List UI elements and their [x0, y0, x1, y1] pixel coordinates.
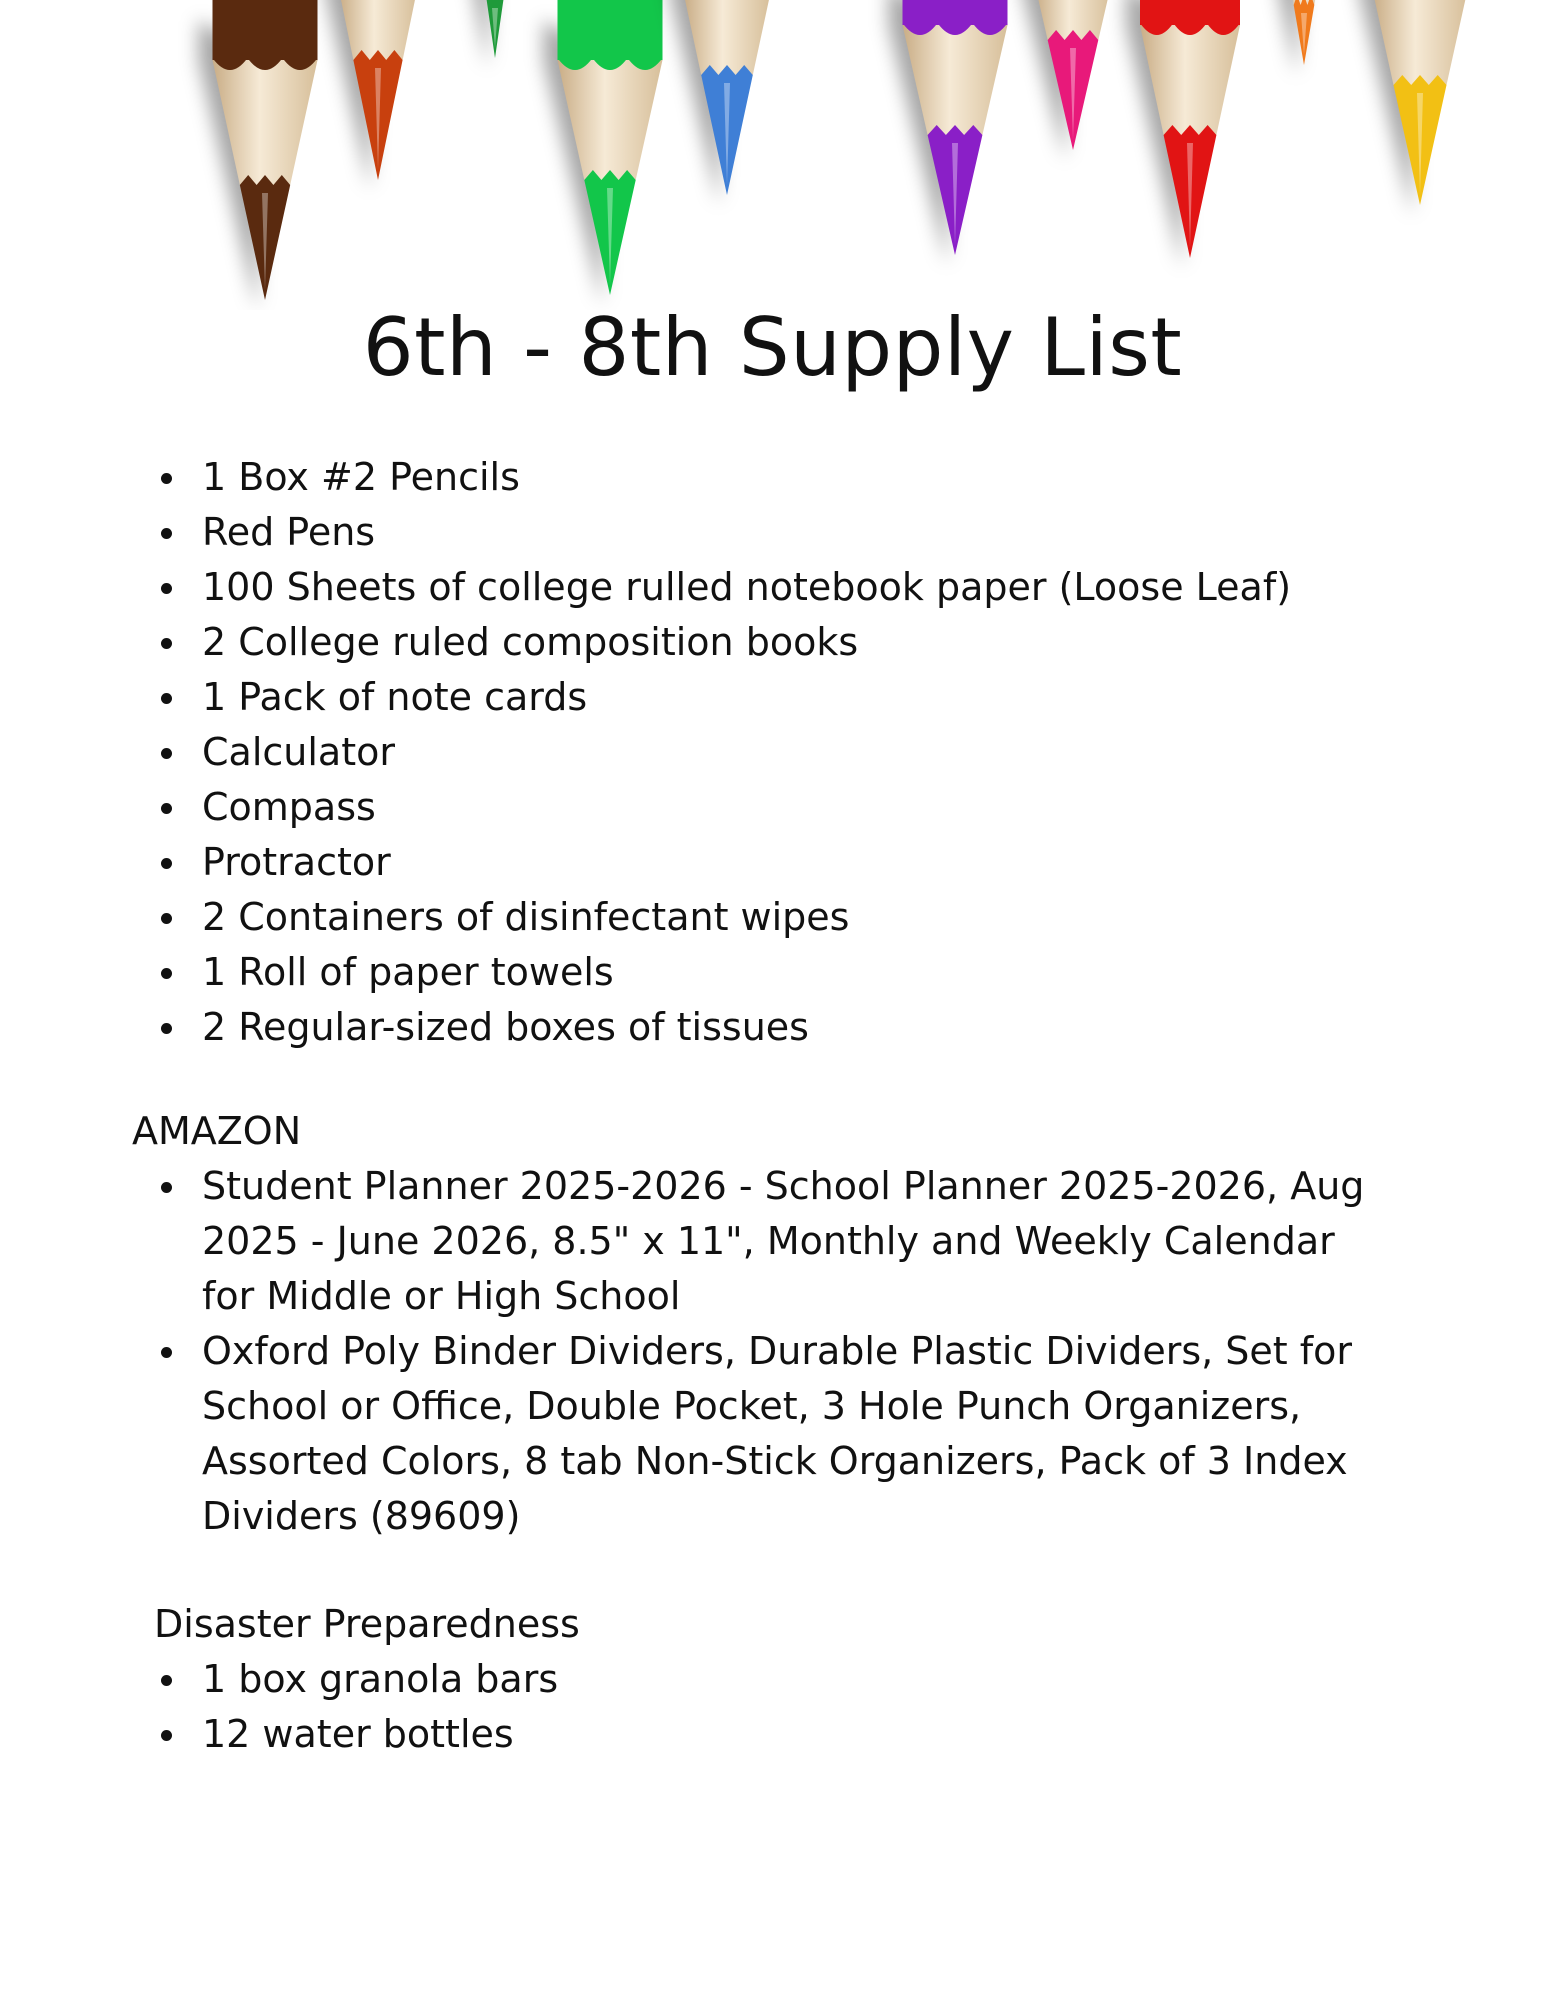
- main-supply-list: [132, 450, 1432, 1055]
- list-item: Protractor: [202, 835, 1432, 890]
- pencil-collar: [558, 48, 663, 70]
- list-item: Compass: [202, 780, 1432, 835]
- list-item: Student Planner 2025-2026 - School Planner 2025-2026, Aug 2025 - June 2026, 8.5" x 11", Monthly and Weekly Calendar for Middle or High School: [202, 1159, 1382, 1324]
- list-item: 2 Regular-sized boxes of tissues: [202, 1000, 1432, 1055]
- amazon-section: [132, 1104, 1432, 1544]
- list-item: Red Pens: [202, 505, 1432, 560]
- disaster-section: [132, 1597, 1432, 1762]
- page-title: 6th - 8th Supply List: [362, 301, 1183, 394]
- amazon-heading: AMAZON: [132, 1109, 302, 1153]
- pencil-collar: [213, 48, 318, 70]
- list-item: 100 Sheets of college rulled notebook paper (Loose Leaf): [202, 560, 1432, 615]
- pencil-collar: [903, 13, 1008, 35]
- colored-pencils-icon: [0, 0, 1545, 310]
- list-item: 1 Roll of paper towels: [202, 945, 1432, 1000]
- main-supply-section: [132, 450, 1432, 1055]
- list-item: Oxford Poly Binder Dividers, Durable Plastic Dividers, Set for School or Office, Double Pocket, 3 Hole Punch Organizers, Assorted Colors, 8 tab Non-Stick Organizers, Pack of 3 Index Dividers (89609): [202, 1324, 1382, 1544]
- list-item: 1 Box #2 Pencils: [202, 450, 1432, 505]
- list-item: 2 College ruled composition books: [202, 615, 1432, 670]
- amazon-supply-list: [132, 1159, 1432, 1544]
- list-item: 12 water bottles: [202, 1707, 1432, 1762]
- pencil-collar: [1140, 13, 1240, 35]
- disaster-supply-list: [132, 1652, 1432, 1762]
- list-item: Calculator: [202, 725, 1432, 780]
- disaster-heading: Disaster Preparedness: [154, 1602, 580, 1646]
- list-item: 1 Pack of note cards: [202, 670, 1432, 725]
- list-item: 2 Containers of disinfectant wipes: [202, 890, 1432, 945]
- list-item: 1 box granola bars: [202, 1652, 1432, 1707]
